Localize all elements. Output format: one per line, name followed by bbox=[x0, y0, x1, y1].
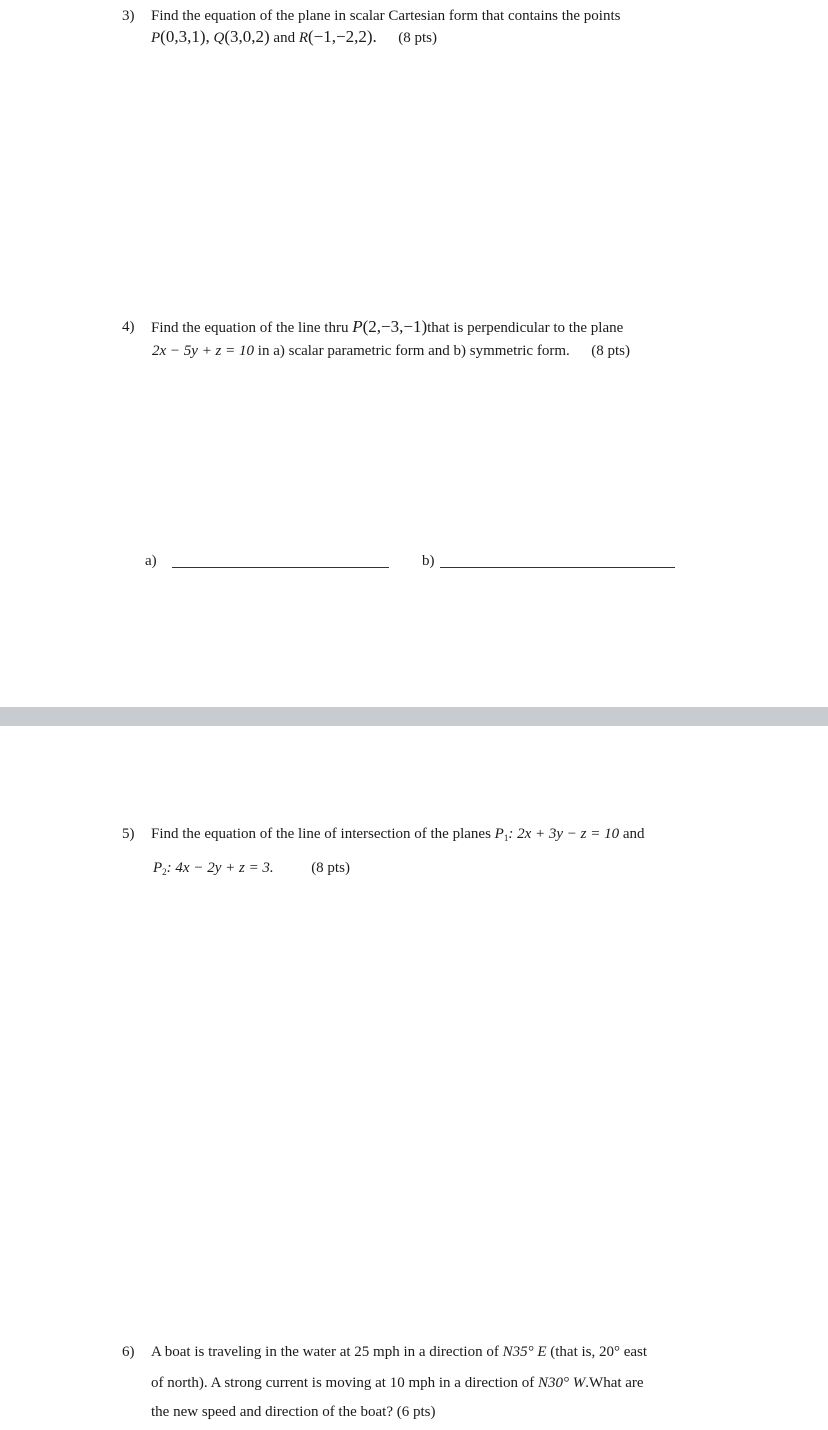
plane-2-name: P bbox=[153, 860, 163, 876]
problem-4-points: (8 pts) bbox=[591, 343, 630, 359]
plane-2-subscript: 2 bbox=[162, 867, 167, 877]
problem-6-intro: A boat is traveling in the water at 25 mph in a direction of bbox=[151, 1344, 499, 1360]
problem-6-number: 6) bbox=[122, 1344, 135, 1360]
point-p-label: P bbox=[352, 317, 363, 336]
and-word: and bbox=[622, 826, 645, 842]
problem-6-line2-end: .What are bbox=[585, 1375, 644, 1391]
problem-4-forms: in a) scalar parametric form and b) symmetric form. bbox=[257, 343, 570, 359]
problem-4-text-line1 bbox=[151, 318, 623, 337]
page-divider bbox=[0, 707, 828, 726]
problem-6-question: the new speed and direction of the boat? bbox=[151, 1404, 393, 1420]
problem-5-number: 5) bbox=[122, 826, 135, 842]
and-word: and bbox=[273, 30, 296, 46]
plane-1-name: P bbox=[494, 826, 504, 842]
answer-b-blank[interactable] bbox=[440, 567, 675, 568]
plane-1-equation: : 2x + 3y − z = 10 bbox=[508, 826, 620, 842]
problem-6-text-line2 bbox=[151, 1374, 644, 1392]
problem-6-text-line1 bbox=[151, 1343, 647, 1361]
point-q-coords: (3,0,2) bbox=[224, 27, 270, 46]
plane-2-equation: : 4x − 2y + z = 3. bbox=[166, 860, 274, 876]
problem-5-text-line1 bbox=[151, 825, 645, 847]
direction-1: N35° E bbox=[502, 1344, 547, 1360]
problem-4-intro: Find the equation of the line thru bbox=[151, 320, 349, 336]
problem-4-number: 4) bbox=[122, 319, 135, 335]
direction-2: N30° W bbox=[538, 1375, 586, 1391]
problem-3-number: 3) bbox=[122, 8, 135, 24]
problem-4-intro-end: that is perpendicular to the plane bbox=[427, 320, 624, 336]
problem-6-intro-end: (that is, 20° east bbox=[550, 1344, 648, 1360]
answer-a-label: a) bbox=[145, 553, 157, 569]
plane-1-subscript: 1 bbox=[503, 833, 509, 843]
problem-6-line2-start: of north). A strong current is moving at 10 mph in a direction of bbox=[151, 1375, 535, 1391]
problem-5-points: (8 pts) bbox=[311, 860, 350, 876]
problem-5-intro: Find the equation of the line of intersection of the planes bbox=[151, 826, 491, 842]
problem-4-text-line2 bbox=[152, 342, 630, 360]
problem-6-points: (6 pts) bbox=[396, 1404, 436, 1420]
plane-equation: 2x − 5y + z = 10 bbox=[152, 343, 255, 359]
problem-3-text-line1: Find the equation of the plane in scalar Cartesian form that contains the points bbox=[151, 8, 621, 24]
point-q-label: Q bbox=[213, 30, 225, 46]
point-p-coords: (0,3,1), bbox=[160, 27, 210, 46]
problem-5-text-line2 bbox=[153, 859, 350, 881]
problem-3-points: (8 pts) bbox=[398, 30, 438, 46]
problem-3-text-line2 bbox=[151, 28, 437, 47]
point-r-label: R bbox=[298, 30, 309, 46]
point-r-coords: (−1,−2,2). bbox=[308, 27, 377, 46]
point-p-label: P bbox=[151, 30, 161, 46]
problem-6-text-line3 bbox=[151, 1403, 436, 1421]
answer-a-blank[interactable] bbox=[172, 567, 389, 568]
point-p-coords: (2,−3,−1) bbox=[362, 317, 428, 336]
answer-b-label: b) bbox=[422, 553, 435, 569]
